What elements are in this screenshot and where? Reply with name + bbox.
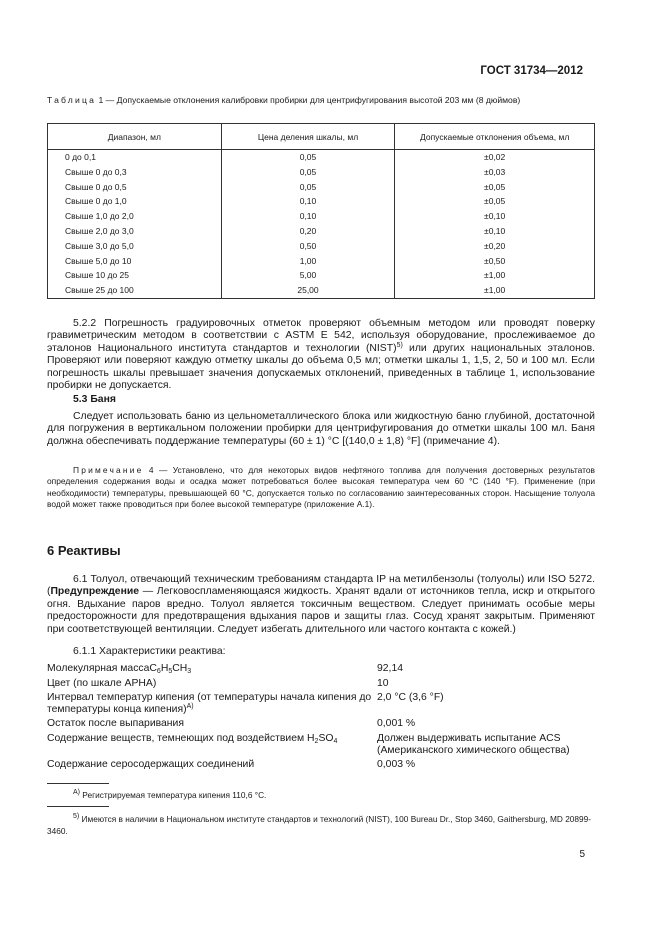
range-cell: Свыше 2,0 до 3,0: [48, 224, 222, 239]
division-cell: 25,00: [221, 283, 395, 298]
note-label: Примечание: [73, 465, 144, 475]
paragraph-5-3: [47, 411, 595, 448]
table-caption-label: Таблица: [47, 95, 97, 105]
column-header-range: Диапазон, мл: [48, 124, 222, 150]
footnote-5-mark: 5): [73, 813, 80, 820]
property-name: Содержание веществ, темнеющих под воздействием $H_2SO_4$: [47, 732, 338, 745]
table-caption-text: 1 — Допускаемые отклонения калибровки пробирки для центрифугирования высотой 203 мм (8 дюймов): [98, 95, 521, 105]
table-row: [48, 239, 595, 254]
table-row: [48, 283, 595, 298]
table-header-row: [48, 124, 595, 150]
property-row: [47, 733, 595, 756]
table-row: [48, 224, 595, 239]
tolerance-cell: ±0,05: [395, 194, 595, 209]
property-value: 0,003 %: [377, 759, 416, 771]
note-text: 4 — Установлено, что для некоторых видов нефтяного топлива для получения достоверных результатов определения содержания воды и осадка может потребоваться более высокая температура чем 60 °С (140 °F). Применение (при необходимости) температуры, превышающей 60 °С, допускается только по согласованию заинтересованных сторон. Насыщение толуола водой может также проводиться при более высокой температуре (приложение А.1).: [47, 465, 595, 510]
table-row: [48, 150, 595, 165]
footnote-divider: [47, 783, 109, 784]
division-cell: 0,05: [221, 180, 395, 195]
paragraph-5-2-2-text-a: 5.2.2 Погрешность градуировочных отметок проверяют объемным методом или проводят поверку гравиметрическим методом в соответствии с ASTM E 542, используя оборудование, прослеживаемое до эталонов Национального института стандартов и технологии (NIST): [47, 318, 595, 354]
range-cell: Свыше 0 до 0,5: [48, 180, 222, 195]
division-cell: 0,10: [221, 209, 395, 224]
tolerance-cell: ±1,00: [395, 268, 595, 283]
section-5-3-heading: 5.3 Баня: [73, 394, 116, 405]
toluene-formula: $C_6H_5CH_3$: [149, 663, 192, 675]
property-name: Остаток после выпаривания: [47, 718, 184, 730]
molar-mass-label: Молекулярная масса: [47, 663, 150, 674]
column-header-tolerance: Допускаемые отклонения объема, мл: [395, 124, 595, 150]
tolerance-cell: ±0,02: [395, 150, 595, 165]
range-cell: Свыше 3,0 до 5,0: [48, 239, 222, 254]
property-name: [47, 663, 377, 675]
footnote-5-text: Имеются в наличии в Национальном институте стандартов и технологий (NIST), 100 Bureau Dr., Stop 3460, Gaithersburg, MD 20899-3460.: [47, 814, 592, 836]
boiling-range-label: Интервал температур кипения (от температуры начала кипения до температуры конца кипения): [47, 692, 372, 715]
page-number: 5: [579, 849, 585, 860]
paragraph-5-2-2-text-b: или других национальных эталонов. Проверяют или поверяют каждую отметку шкалы до объема 0,5 мл; отметки шкалы 1, 1,5, 2, 50 и 100 мл. Если погрешность шкалы превышает значения допускаемых отклонений, приведенных в таблице 1, использование пробирки не допускается.: [47, 342, 595, 392]
paragraph-5-3-text: Следует использовать баню из цельнометаллического блока или жидкостную баню глубиной, достаточной для погружения в вертикальном положении пробирки для центрифугирования до отметки шкалы 100 мл. Баня должна обеспечивать поддержание температуры (60 ± 1) °С [(140,0 ± 1,8) °F] (примечание 4).: [47, 411, 595, 447]
range-cell: Свыше 0 до 1,0: [48, 194, 222, 209]
range-cell: Свыше 25 до 100: [48, 283, 222, 298]
column-header-division: Цена деления шкалы, мл: [221, 124, 395, 150]
tolerance-table: [47, 123, 595, 299]
property-row: [47, 663, 595, 675]
property-value: 92,14: [377, 663, 404, 674]
property-name: Содержание серосодержащих соединений: [47, 759, 255, 771]
tolerance-cell: ±0,03: [395, 165, 595, 180]
division-cell: 1,00: [221, 254, 395, 269]
range-cell: Свыше 10 до 25: [48, 268, 222, 283]
table-caption: [47, 94, 595, 107]
note-4: [47, 465, 595, 511]
footnote-ref-5: 5): [396, 341, 403, 349]
paragraph-6-1-text-b: — Легковоспламеняющаяся жидкость. Хранят вдали от источников тепла, искр и открытого огня. Вдыхание паров вредно. Толуол является токсичным веществом. Следует принимать особые меры предосторожности для предотвращения вдыхания паров и защиты глаз. Сосуд хранят закрытым. Применяют при соответствующей вентиляции. Следует избегать длительного или частого контакта с кожей.): [47, 586, 595, 635]
range-cell: 0 до 0,1: [48, 150, 222, 165]
division-cell: 0,20: [221, 224, 395, 239]
paragraph-5-2-2: [47, 318, 595, 392]
property-value: 2,0 °С (3,6 °F): [377, 692, 444, 704]
footnote-a-text: Регистрируемая температура кипения 110,6 °С.: [80, 790, 267, 800]
table-row: [48, 254, 595, 269]
property-value: 0,001 %: [377, 718, 416, 730]
table-row: [48, 165, 595, 180]
footnote-a: [73, 789, 595, 801]
property-row: [47, 718, 595, 730]
footnote-divider: [47, 806, 109, 807]
division-cell: 0,10: [221, 194, 395, 209]
paragraph-6-1-1-text: 6.1.1 Характеристики реактива:: [73, 646, 226, 657]
table-row: [48, 180, 595, 195]
property-row: [47, 759, 595, 771]
footnote-5: [47, 813, 595, 837]
table-row: [48, 268, 595, 283]
property-row: [47, 678, 595, 690]
warning-label: Предупреждение: [50, 586, 140, 598]
footnote-ref-a: A): [186, 702, 194, 710]
tolerance-cell: ±0,10: [395, 224, 595, 239]
property-row: [47, 692, 595, 715]
division-cell: 0,05: [221, 150, 395, 165]
range-cell: Свыше 0 до 0,3: [48, 165, 222, 180]
division-cell: 0,05: [221, 165, 395, 180]
standard-code: ГОСТ 31734—2012: [480, 65, 583, 77]
range-cell: Свыше 1,0 до 2,0: [48, 209, 222, 224]
division-cell: 0,50: [221, 239, 395, 254]
reagent-properties: [47, 663, 595, 774]
property-value: Должен выдерживать испытание ACS (Американского химического общества): [377, 732, 570, 756]
footnote-a-mark: A): [73, 789, 80, 796]
property-value: 10: [377, 677, 389, 689]
property-name: Цвет (по шкале APHA): [47, 677, 157, 689]
tolerance-cell: ±0,10: [395, 209, 595, 224]
tolerance-cell: ±0,50: [395, 254, 595, 269]
paragraph-6-1: [47, 574, 595, 636]
paragraph-6-1-1: [47, 646, 595, 658]
tolerance-cell: ±0,05: [395, 180, 595, 195]
tolerance-cell: ±1,00: [395, 283, 595, 298]
section-6-heading: 6 Реактивы: [47, 543, 121, 558]
table-row: [48, 194, 595, 209]
paragraph-6-1-text-a: 6.1 Толуол, отвечающий техническим требованиям стандарта IP на метилбензолы (толуолы) или ISO 5272. (: [47, 574, 595, 598]
tolerance-cell: ±0,20: [395, 239, 595, 254]
range-cell: Свыше 5,0 до 10: [48, 254, 222, 269]
division-cell: 5,00: [221, 268, 395, 283]
property-name: [47, 692, 377, 715]
table-row: [48, 209, 595, 224]
